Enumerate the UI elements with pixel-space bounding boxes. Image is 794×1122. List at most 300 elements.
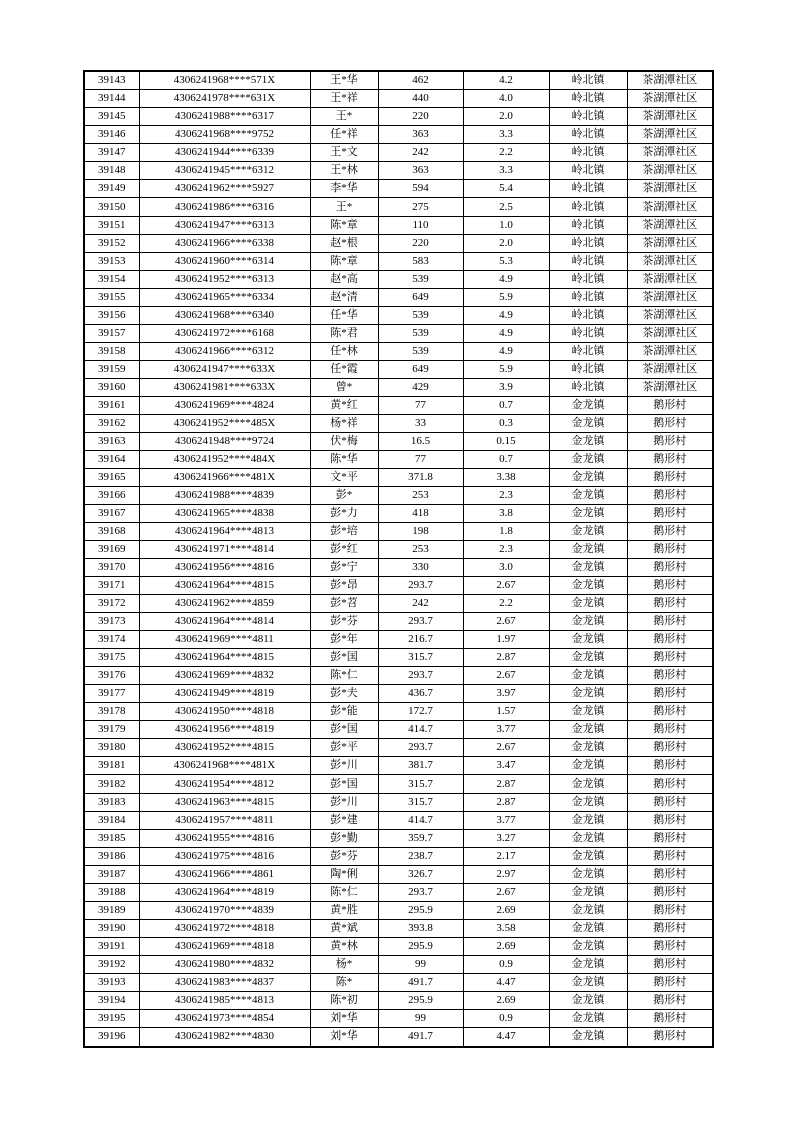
masked-name-cell: 陈*章 xyxy=(310,216,378,234)
area-cell: 5.9 xyxy=(463,360,549,378)
table-row xyxy=(84,595,713,613)
area-cell: 3.27 xyxy=(463,829,549,847)
area-cell: 2.97 xyxy=(463,865,549,883)
masked-name-cell: 任*华 xyxy=(310,306,378,324)
table-row xyxy=(84,739,713,757)
id-number-cell: 4306241982****4830 xyxy=(139,1027,310,1047)
table-row xyxy=(84,450,713,468)
village-cell: 茶湖潭社区 xyxy=(627,144,713,162)
amount-cell: 77 xyxy=(378,450,463,468)
row-index-cell: 39172 xyxy=(84,595,139,613)
id-number-cell: 4306241983****4837 xyxy=(139,973,310,991)
town-cell: 岭北镇 xyxy=(549,288,627,306)
amount-cell: 539 xyxy=(378,342,463,360)
village-cell: 茶湖潭社区 xyxy=(627,71,713,90)
town-cell: 金龙镇 xyxy=(549,396,627,414)
masked-name-cell: 彭*苕 xyxy=(310,595,378,613)
town-cell: 金龙镇 xyxy=(549,919,627,937)
amount-cell: 330 xyxy=(378,559,463,577)
id-number-cell: 4306241968****571X xyxy=(139,71,310,90)
village-cell: 鹅形村 xyxy=(627,919,713,937)
town-cell: 金龙镇 xyxy=(549,793,627,811)
table-row xyxy=(84,505,713,523)
masked-name-cell: 彭*国 xyxy=(310,649,378,667)
row-index-cell: 39152 xyxy=(84,234,139,252)
table-row xyxy=(84,216,713,234)
amount-cell: 295.9 xyxy=(378,901,463,919)
table-row xyxy=(84,775,713,793)
row-index-cell: 39188 xyxy=(84,883,139,901)
table-row xyxy=(84,991,713,1009)
table-row xyxy=(84,432,713,450)
area-cell: 2.2 xyxy=(463,595,549,613)
town-cell: 岭北镇 xyxy=(549,342,627,360)
town-cell: 岭北镇 xyxy=(549,144,627,162)
town-cell: 金龙镇 xyxy=(549,450,627,468)
table-row xyxy=(84,396,713,414)
village-cell: 茶湖潭社区 xyxy=(627,342,713,360)
row-index-cell: 39193 xyxy=(84,973,139,991)
masked-name-cell: 彭*平 xyxy=(310,739,378,757)
id-number-cell: 4306241972****4818 xyxy=(139,919,310,937)
amount-cell: 539 xyxy=(378,324,463,342)
amount-cell: 583 xyxy=(378,252,463,270)
row-index-cell: 39187 xyxy=(84,865,139,883)
row-index-cell: 39184 xyxy=(84,811,139,829)
amount-cell: 436.7 xyxy=(378,685,463,703)
masked-name-cell: 陈*仁 xyxy=(310,667,378,685)
village-cell: 茶湖潭社区 xyxy=(627,234,713,252)
area-cell: 2.0 xyxy=(463,234,549,252)
amount-cell: 172.7 xyxy=(378,703,463,721)
town-cell: 岭北镇 xyxy=(549,198,627,216)
table-row xyxy=(84,865,713,883)
masked-name-cell: 陶*俐 xyxy=(310,865,378,883)
area-cell: 0.7 xyxy=(463,396,549,414)
row-index-cell: 39143 xyxy=(84,71,139,90)
area-cell: 4.9 xyxy=(463,324,549,342)
masked-name-cell: 赵*根 xyxy=(310,234,378,252)
amount-cell: 440 xyxy=(378,90,463,108)
village-cell: 鹅形村 xyxy=(627,559,713,577)
area-cell: 4.9 xyxy=(463,270,549,288)
id-number-cell: 4306241968****481X xyxy=(139,757,310,775)
amount-cell: 220 xyxy=(378,234,463,252)
row-index-cell: 39145 xyxy=(84,108,139,126)
row-index-cell: 39155 xyxy=(84,288,139,306)
id-number-cell: 4306241947****6313 xyxy=(139,216,310,234)
village-cell: 茶湖潭社区 xyxy=(627,180,713,198)
amount-cell: 539 xyxy=(378,270,463,288)
row-index-cell: 39167 xyxy=(84,505,139,523)
area-cell: 2.3 xyxy=(463,486,549,504)
row-index-cell: 39191 xyxy=(84,937,139,955)
area-cell: 2.67 xyxy=(463,667,549,685)
row-index-cell: 39164 xyxy=(84,450,139,468)
row-index-cell: 39195 xyxy=(84,1009,139,1027)
area-cell: 2.69 xyxy=(463,901,549,919)
town-cell: 金龙镇 xyxy=(549,955,627,973)
village-cell: 茶湖潭社区 xyxy=(627,162,713,180)
area-cell: 2.67 xyxy=(463,613,549,631)
table-row xyxy=(84,468,713,486)
village-cell: 鹅形村 xyxy=(627,757,713,775)
table-row xyxy=(84,1027,713,1047)
row-index-cell: 39180 xyxy=(84,739,139,757)
masked-name-cell: 任*祥 xyxy=(310,126,378,144)
village-cell: 鹅形村 xyxy=(627,793,713,811)
table-row xyxy=(84,973,713,991)
masked-name-cell: 彭*力 xyxy=(310,505,378,523)
amount-cell: 99 xyxy=(378,1009,463,1027)
village-cell: 茶湖潭社区 xyxy=(627,378,713,396)
area-cell: 3.77 xyxy=(463,721,549,739)
masked-name-cell: 任*霞 xyxy=(310,360,378,378)
id-number-cell: 4306241957****4811 xyxy=(139,811,310,829)
id-number-cell: 4306241966****6312 xyxy=(139,342,310,360)
table-row xyxy=(84,649,713,667)
area-cell: 2.0 xyxy=(463,108,549,126)
town-cell: 金龙镇 xyxy=(549,541,627,559)
amount-cell: 77 xyxy=(378,396,463,414)
row-index-cell: 39181 xyxy=(84,757,139,775)
table-row xyxy=(84,793,713,811)
id-number-cell: 4306241971****4814 xyxy=(139,541,310,559)
amount-cell: 363 xyxy=(378,162,463,180)
id-number-cell: 4306241969****4818 xyxy=(139,937,310,955)
id-number-cell: 4306241969****4811 xyxy=(139,631,310,649)
village-cell: 鹅形村 xyxy=(627,775,713,793)
town-cell: 岭北镇 xyxy=(549,378,627,396)
row-index-cell: 39177 xyxy=(84,685,139,703)
id-number-cell: 4306241965****4838 xyxy=(139,505,310,523)
town-cell: 岭北镇 xyxy=(549,180,627,198)
area-cell: 4.47 xyxy=(463,973,549,991)
amount-cell: 110 xyxy=(378,216,463,234)
id-number-cell: 4306241944****6339 xyxy=(139,144,310,162)
town-cell: 岭北镇 xyxy=(549,162,627,180)
amount-cell: 242 xyxy=(378,144,463,162)
row-index-cell: 39163 xyxy=(84,432,139,450)
masked-name-cell: 黄*林 xyxy=(310,937,378,955)
id-number-cell: 4306241964****4819 xyxy=(139,883,310,901)
masked-name-cell: 彭*建 xyxy=(310,811,378,829)
town-cell: 金龙镇 xyxy=(549,757,627,775)
table-row xyxy=(84,90,713,108)
area-cell: 3.3 xyxy=(463,126,549,144)
masked-name-cell: 彭*培 xyxy=(310,523,378,541)
area-cell: 5.9 xyxy=(463,288,549,306)
area-cell: 3.9 xyxy=(463,378,549,396)
town-cell: 岭北镇 xyxy=(549,126,627,144)
table-row xyxy=(84,288,713,306)
town-cell: 金龙镇 xyxy=(549,973,627,991)
row-index-cell: 39168 xyxy=(84,523,139,541)
village-cell: 鹅形村 xyxy=(627,865,713,883)
masked-name-cell: 刘*华 xyxy=(310,1027,378,1047)
masked-name-cell: 王*华 xyxy=(310,71,378,90)
town-cell: 金龙镇 xyxy=(549,811,627,829)
village-cell: 茶湖潭社区 xyxy=(627,324,713,342)
village-cell: 鹅形村 xyxy=(627,450,713,468)
area-cell: 0.9 xyxy=(463,1009,549,1027)
area-cell: 3.38 xyxy=(463,468,549,486)
table-row xyxy=(84,306,713,324)
id-number-cell: 4306241966****481X xyxy=(139,468,310,486)
village-cell: 鹅形村 xyxy=(627,432,713,450)
amount-cell: 275 xyxy=(378,198,463,216)
table-row xyxy=(84,901,713,919)
id-number-cell: 4306241964****4813 xyxy=(139,523,310,541)
area-cell: 1.57 xyxy=(463,703,549,721)
masked-name-cell: 彭*芬 xyxy=(310,847,378,865)
town-cell: 岭北镇 xyxy=(549,71,627,90)
id-number-cell: 4306241985****4813 xyxy=(139,991,310,1009)
id-number-cell: 4306241952****484X xyxy=(139,450,310,468)
id-number-cell: 4306241960****6314 xyxy=(139,252,310,270)
amount-cell: 16.5 xyxy=(378,432,463,450)
village-cell: 鹅形村 xyxy=(627,937,713,955)
village-cell: 鹅形村 xyxy=(627,739,713,757)
masked-name-cell: 彭*芬 xyxy=(310,613,378,631)
town-cell: 金龙镇 xyxy=(549,1009,627,1027)
table-row xyxy=(84,757,713,775)
area-cell: 2.3 xyxy=(463,541,549,559)
area-cell: 0.7 xyxy=(463,450,549,468)
id-number-cell: 4306241962****4859 xyxy=(139,595,310,613)
row-index-cell: 39160 xyxy=(84,378,139,396)
id-number-cell: 4306241988****6317 xyxy=(139,108,310,126)
masked-name-cell: 赵*高 xyxy=(310,270,378,288)
masked-name-cell: 杨*祥 xyxy=(310,414,378,432)
row-index-cell: 39182 xyxy=(84,775,139,793)
village-cell: 茶湖潭社区 xyxy=(627,306,713,324)
village-cell: 鹅形村 xyxy=(627,901,713,919)
village-cell: 茶湖潭社区 xyxy=(627,216,713,234)
row-index-cell: 39148 xyxy=(84,162,139,180)
area-cell: 2.69 xyxy=(463,991,549,1009)
table-body xyxy=(84,71,713,1047)
village-cell: 鹅形村 xyxy=(627,721,713,739)
village-cell: 鹅形村 xyxy=(627,414,713,432)
table-row xyxy=(84,234,713,252)
town-cell: 金龙镇 xyxy=(549,486,627,504)
area-cell: 3.3 xyxy=(463,162,549,180)
masked-name-cell: 文*平 xyxy=(310,468,378,486)
masked-name-cell: 王* xyxy=(310,108,378,126)
village-cell: 鹅形村 xyxy=(627,883,713,901)
area-cell: 4.9 xyxy=(463,342,549,360)
masked-name-cell: 黄*胜 xyxy=(310,901,378,919)
id-number-cell: 4306241963****4815 xyxy=(139,793,310,811)
row-index-cell: 39194 xyxy=(84,991,139,1009)
masked-name-cell: 陈*初 xyxy=(310,991,378,1009)
id-number-cell: 4306241968****9752 xyxy=(139,126,310,144)
masked-name-cell: 彭*夫 xyxy=(310,685,378,703)
area-cell: 2.87 xyxy=(463,775,549,793)
row-index-cell: 39166 xyxy=(84,486,139,504)
village-cell: 鹅形村 xyxy=(627,505,713,523)
table-row xyxy=(84,685,713,703)
amount-cell: 293.7 xyxy=(378,739,463,757)
town-cell: 金龙镇 xyxy=(549,613,627,631)
row-index-cell: 39186 xyxy=(84,847,139,865)
town-cell: 金龙镇 xyxy=(549,577,627,595)
row-index-cell: 39170 xyxy=(84,559,139,577)
amount-cell: 393.8 xyxy=(378,919,463,937)
masked-name-cell: 陈*华 xyxy=(310,450,378,468)
amount-cell: 462 xyxy=(378,71,463,90)
masked-name-cell: 刘*华 xyxy=(310,1009,378,1027)
area-cell: 2.67 xyxy=(463,739,549,757)
table-row xyxy=(84,811,713,829)
town-cell: 金龙镇 xyxy=(549,685,627,703)
village-cell: 鹅形村 xyxy=(627,396,713,414)
row-index-cell: 39147 xyxy=(84,144,139,162)
village-cell: 鹅形村 xyxy=(627,703,713,721)
town-cell: 岭北镇 xyxy=(549,252,627,270)
amount-cell: 414.7 xyxy=(378,721,463,739)
town-cell: 金龙镇 xyxy=(549,505,627,523)
area-cell: 1.97 xyxy=(463,631,549,649)
table-row xyxy=(84,955,713,973)
table-row xyxy=(84,360,713,378)
area-cell: 2.5 xyxy=(463,198,549,216)
village-cell: 鹅形村 xyxy=(627,991,713,1009)
id-number-cell: 4306241947****633X xyxy=(139,360,310,378)
masked-name-cell: 彭*红 xyxy=(310,541,378,559)
amount-cell: 418 xyxy=(378,505,463,523)
village-cell: 茶湖潭社区 xyxy=(627,270,713,288)
row-index-cell: 39192 xyxy=(84,955,139,973)
table-row xyxy=(84,523,713,541)
table-row xyxy=(84,703,713,721)
id-number-cell: 4306241952****485X xyxy=(139,414,310,432)
town-cell: 金龙镇 xyxy=(549,721,627,739)
village-cell: 鹅形村 xyxy=(627,667,713,685)
id-number-cell: 4306241978****631X xyxy=(139,90,310,108)
amount-cell: 594 xyxy=(378,180,463,198)
row-index-cell: 39149 xyxy=(84,180,139,198)
village-cell: 鹅形村 xyxy=(627,541,713,559)
amount-cell: 295.9 xyxy=(378,937,463,955)
area-cell: 1.8 xyxy=(463,523,549,541)
row-index-cell: 39175 xyxy=(84,649,139,667)
masked-name-cell: 彭*国 xyxy=(310,775,378,793)
village-cell: 鹅形村 xyxy=(627,955,713,973)
area-cell: 3.77 xyxy=(463,811,549,829)
village-cell: 鹅形村 xyxy=(627,1027,713,1047)
amount-cell: 293.7 xyxy=(378,613,463,631)
amount-cell: 315.7 xyxy=(378,649,463,667)
town-cell: 金龙镇 xyxy=(549,595,627,613)
town-cell: 金龙镇 xyxy=(549,414,627,432)
town-cell: 岭北镇 xyxy=(549,324,627,342)
masked-name-cell: 赵*清 xyxy=(310,288,378,306)
table-row xyxy=(84,883,713,901)
amount-cell: 253 xyxy=(378,541,463,559)
table-row xyxy=(84,324,713,342)
village-cell: 茶湖潭社区 xyxy=(627,90,713,108)
table-row xyxy=(84,667,713,685)
row-index-cell: 39156 xyxy=(84,306,139,324)
town-cell: 金龙镇 xyxy=(549,775,627,793)
table-row xyxy=(84,126,713,144)
table-row xyxy=(84,919,713,937)
table-row xyxy=(84,198,713,216)
village-cell: 鹅形村 xyxy=(627,973,713,991)
town-cell: 金龙镇 xyxy=(549,468,627,486)
area-cell: 3.0 xyxy=(463,559,549,577)
table-row xyxy=(84,937,713,955)
town-cell: 岭北镇 xyxy=(549,270,627,288)
town-cell: 金龙镇 xyxy=(549,991,627,1009)
amount-cell: 238.7 xyxy=(378,847,463,865)
area-cell: 2.69 xyxy=(463,937,549,955)
masked-name-cell: 杨* xyxy=(310,955,378,973)
masked-name-cell: 王*文 xyxy=(310,144,378,162)
masked-name-cell: 彭*勤 xyxy=(310,829,378,847)
amount-cell: 649 xyxy=(378,288,463,306)
village-cell: 茶湖潭社区 xyxy=(627,126,713,144)
id-number-cell: 4306241969****4832 xyxy=(139,667,310,685)
amount-cell: 315.7 xyxy=(378,793,463,811)
village-cell: 鹅形村 xyxy=(627,631,713,649)
row-index-cell: 39146 xyxy=(84,126,139,144)
id-number-cell: 4306241968****6340 xyxy=(139,306,310,324)
amount-cell: 326.7 xyxy=(378,865,463,883)
table-row xyxy=(84,180,713,198)
row-index-cell: 39185 xyxy=(84,829,139,847)
row-index-cell: 39196 xyxy=(84,1027,139,1047)
id-number-cell: 4306241988****4839 xyxy=(139,486,310,504)
row-index-cell: 39189 xyxy=(84,901,139,919)
row-index-cell: 39151 xyxy=(84,216,139,234)
id-number-cell: 4306241964****4815 xyxy=(139,577,310,595)
table-row xyxy=(84,847,713,865)
amount-cell: 242 xyxy=(378,595,463,613)
town-cell: 金龙镇 xyxy=(549,937,627,955)
area-cell: 2.67 xyxy=(463,883,549,901)
row-index-cell: 39158 xyxy=(84,342,139,360)
amount-cell: 293.7 xyxy=(378,667,463,685)
town-cell: 岭北镇 xyxy=(549,306,627,324)
id-number-cell: 4306241956****4816 xyxy=(139,559,310,577)
amount-cell: 371.8 xyxy=(378,468,463,486)
town-cell: 岭北镇 xyxy=(549,234,627,252)
amount-cell: 429 xyxy=(378,378,463,396)
masked-name-cell: 李*华 xyxy=(310,180,378,198)
area-cell: 2.87 xyxy=(463,793,549,811)
table-row xyxy=(84,414,713,432)
id-number-cell: 4306241972****6168 xyxy=(139,324,310,342)
table-row xyxy=(84,631,713,649)
area-cell: 5.3 xyxy=(463,252,549,270)
amount-cell: 220 xyxy=(378,108,463,126)
area-cell: 4.47 xyxy=(463,1027,549,1047)
amount-cell: 198 xyxy=(378,523,463,541)
area-cell: 4.0 xyxy=(463,90,549,108)
table-row xyxy=(84,144,713,162)
masked-name-cell: 任*林 xyxy=(310,342,378,360)
amount-cell: 414.7 xyxy=(378,811,463,829)
town-cell: 岭北镇 xyxy=(549,216,627,234)
masked-name-cell: 黄*红 xyxy=(310,396,378,414)
table-row xyxy=(84,108,713,126)
id-number-cell: 4306241973****4854 xyxy=(139,1009,310,1027)
area-cell: 3.47 xyxy=(463,757,549,775)
masked-name-cell: 彭*年 xyxy=(310,631,378,649)
